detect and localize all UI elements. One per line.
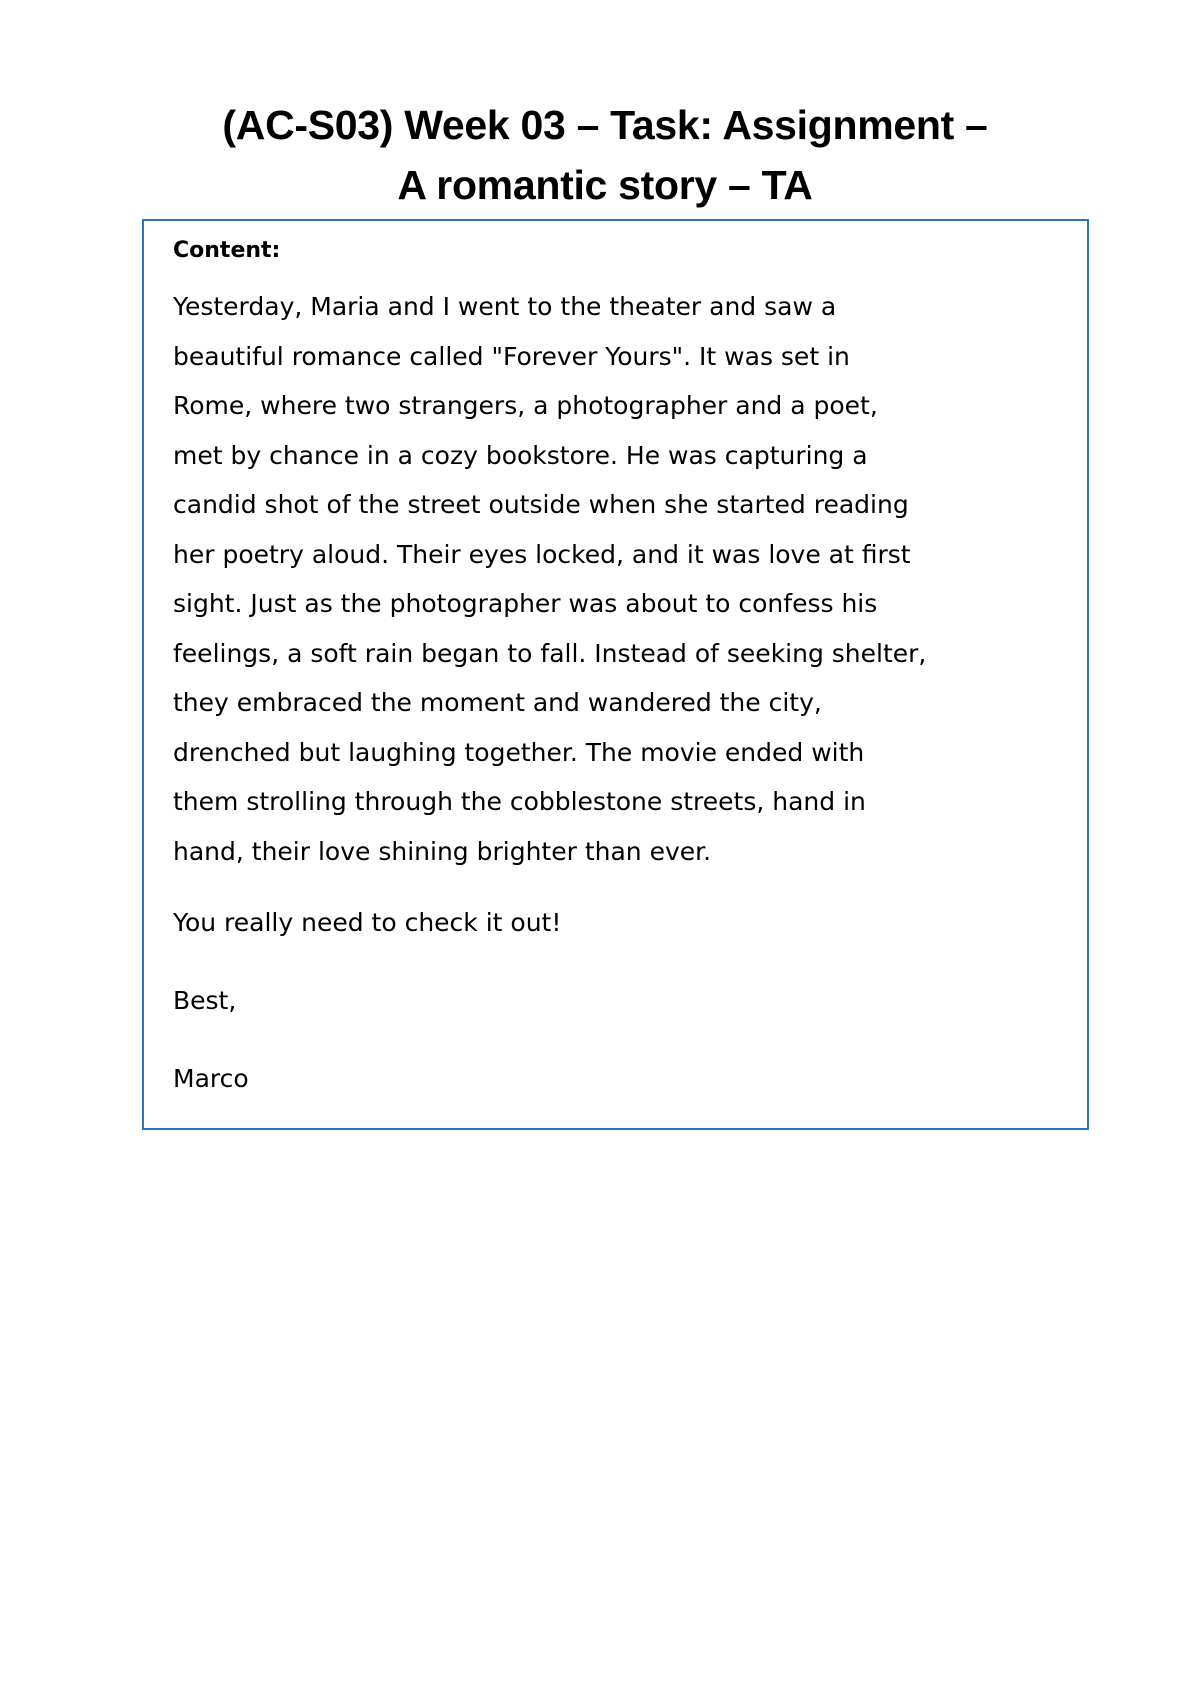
story-line: drenched but laughing together. The movie ended with xyxy=(173,737,865,767)
story-line: Yesterday, Maria and I went to the theater and saw a xyxy=(173,292,837,321)
signature-name: Marco xyxy=(173,1064,249,1093)
document-title-line-1: (AC-S03) Week 03 – Task: Assignment – xyxy=(222,102,988,148)
content-box xyxy=(142,219,1089,1130)
story-line: them strolling through the cobblestone streets, hand in xyxy=(173,787,866,816)
content-label: Content: xyxy=(173,238,281,263)
story-paragraph xyxy=(173,282,1053,876)
signoff: Best, xyxy=(173,986,237,1015)
story-line: hand, their love shining brighter than ever. xyxy=(173,836,712,866)
story-line: they embraced the moment and wandered the city, xyxy=(173,688,822,717)
story-line: beautiful romance called "Forever Yours". It was set in xyxy=(173,341,850,371)
closing-line: You really need to check it out! xyxy=(173,908,562,937)
story-line: feelings, a soft rain began to fall. Instead of seeking shelter, xyxy=(173,638,927,668)
story-line: her poetry aloud. Their eyes locked, and it was love at first xyxy=(173,539,911,569)
story-line: sight. Just as the photographer was about to confess his xyxy=(173,589,878,618)
content-box-inner xyxy=(173,235,1053,1103)
story-line: met by chance in a cozy bookstore. He was capturing a xyxy=(173,440,868,470)
document-title xyxy=(140,95,1070,215)
story-line: Rome, where two strangers, a photographer and a poet, xyxy=(173,391,878,420)
document-title-line-2: A romantic story – TA xyxy=(397,162,813,208)
story-line: candid shot of the street outside when she started reading xyxy=(173,490,909,519)
